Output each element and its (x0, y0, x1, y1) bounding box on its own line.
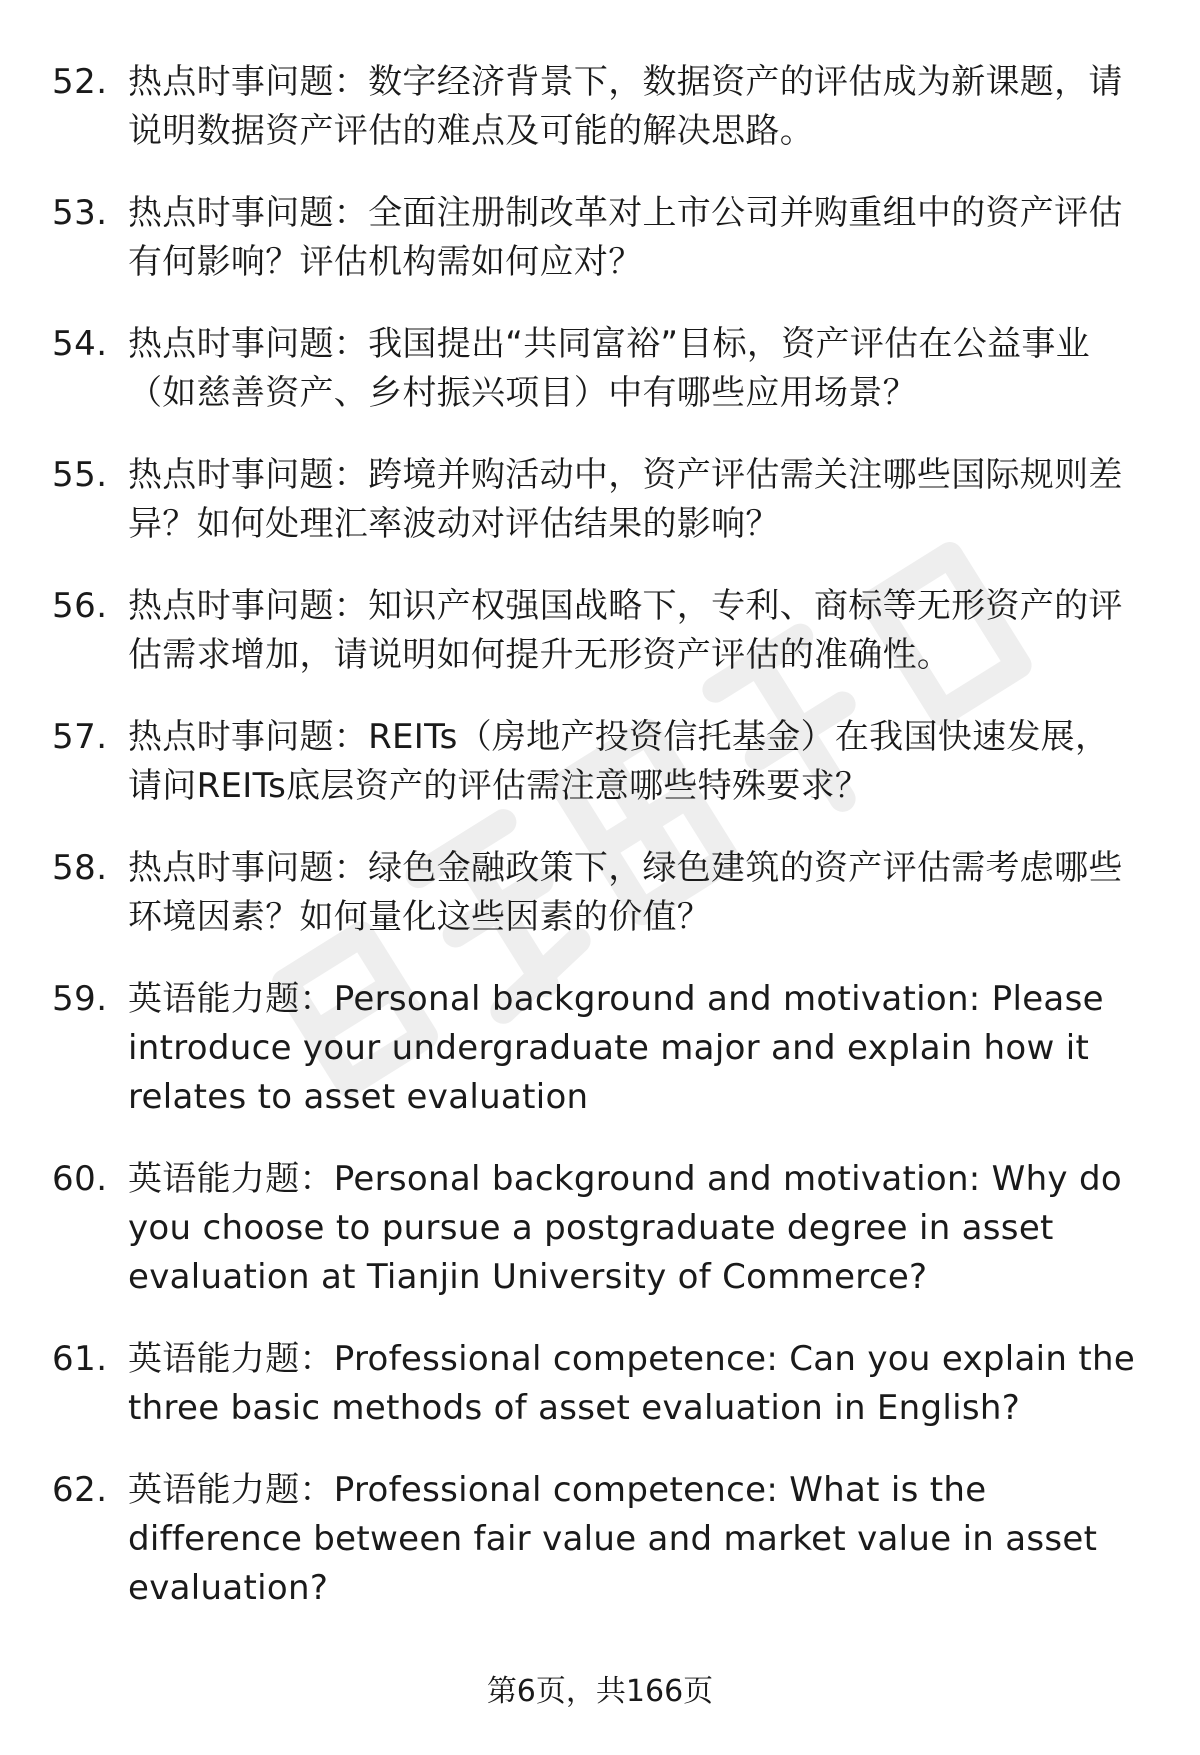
question-text: 热点时事问题：全面注册制改革对上市公司并购重组中的资产评估有何影响？评估机构需如何应对？ (128, 193, 1123, 282)
question-number: 54. (52, 324, 108, 364)
list-item (52, 58, 1142, 156)
question-text: 英语能力题：Personal background and motivation: Why do you choose to pursue a postgraduate degree in asset evaluation at Tianjin University of Commerce? (128, 1159, 1122, 1297)
list-item (52, 189, 1142, 287)
question-number: 57. (52, 717, 108, 757)
question-text: 热点时事问题：跨境并购活动中，资产评估需关注哪些国际规则差异？如何处理汇率波动对评估结果的影响？ (128, 455, 1123, 544)
question-text: 热点时事问题：知识产权强国战略下，专利、商标等无形资产的评估需求增加，请说明如何提升无形资产评估的准确性。 (128, 586, 1123, 675)
question-number: 58. (52, 848, 108, 888)
question-text: 热点时事问题：绿色金融政策下，绿色建筑的资产评估需考虑哪些环境因素？如何量化这些因素的价值？ (128, 848, 1123, 937)
question-number: 59. (52, 979, 108, 1019)
question-text: 热点时事问题：REITs（房地产投资信托基金）在我国快速发展，请问REITs底层资产的评估需注意哪些特殊要求？ (128, 717, 1110, 806)
question-text: 热点时事问题：数字经济背景下，数据资产的评估成为新课题，请说明数据资产评估的难点及可能的解决思路。 (128, 62, 1123, 151)
question-list (52, 58, 1142, 1646)
list-item (52, 1155, 1142, 1302)
question-text: 热点时事问题：我国提出“共同富裕”目标，资产评估在公益事业（如慈善资产、乡村振兴项目）中有哪些应用场景？ (128, 324, 1090, 413)
list-item (52, 713, 1142, 811)
question-number: 60. (52, 1159, 108, 1199)
list-item (52, 320, 1142, 418)
question-number: 61. (52, 1339, 108, 1379)
list-item (52, 1335, 1142, 1433)
question-number: 52. (52, 62, 108, 102)
list-item (52, 975, 1142, 1122)
question-text: 英语能力题：Personal background and motivation: Please introduce your undergraduate major and explain how it relates to asset evaluation (128, 979, 1104, 1117)
list-item (52, 451, 1142, 549)
question-number: 62. (52, 1470, 108, 1510)
question-number: 53. (52, 193, 108, 233)
question-text: 英语能力题：Professional competence: Can you explain the three basic methods of asset evaluation in English? (128, 1339, 1136, 1428)
question-number: 56. (52, 586, 108, 626)
page-number: 第6页，共166页 (486, 1674, 714, 1709)
question-number: 55. (52, 455, 108, 495)
list-item (52, 582, 1142, 680)
list-item (52, 844, 1142, 942)
list-item (52, 1466, 1142, 1613)
question-text: 英语能力题：Professional competence: What is the difference between fair value and market value in asset evaluation? (128, 1470, 1098, 1608)
